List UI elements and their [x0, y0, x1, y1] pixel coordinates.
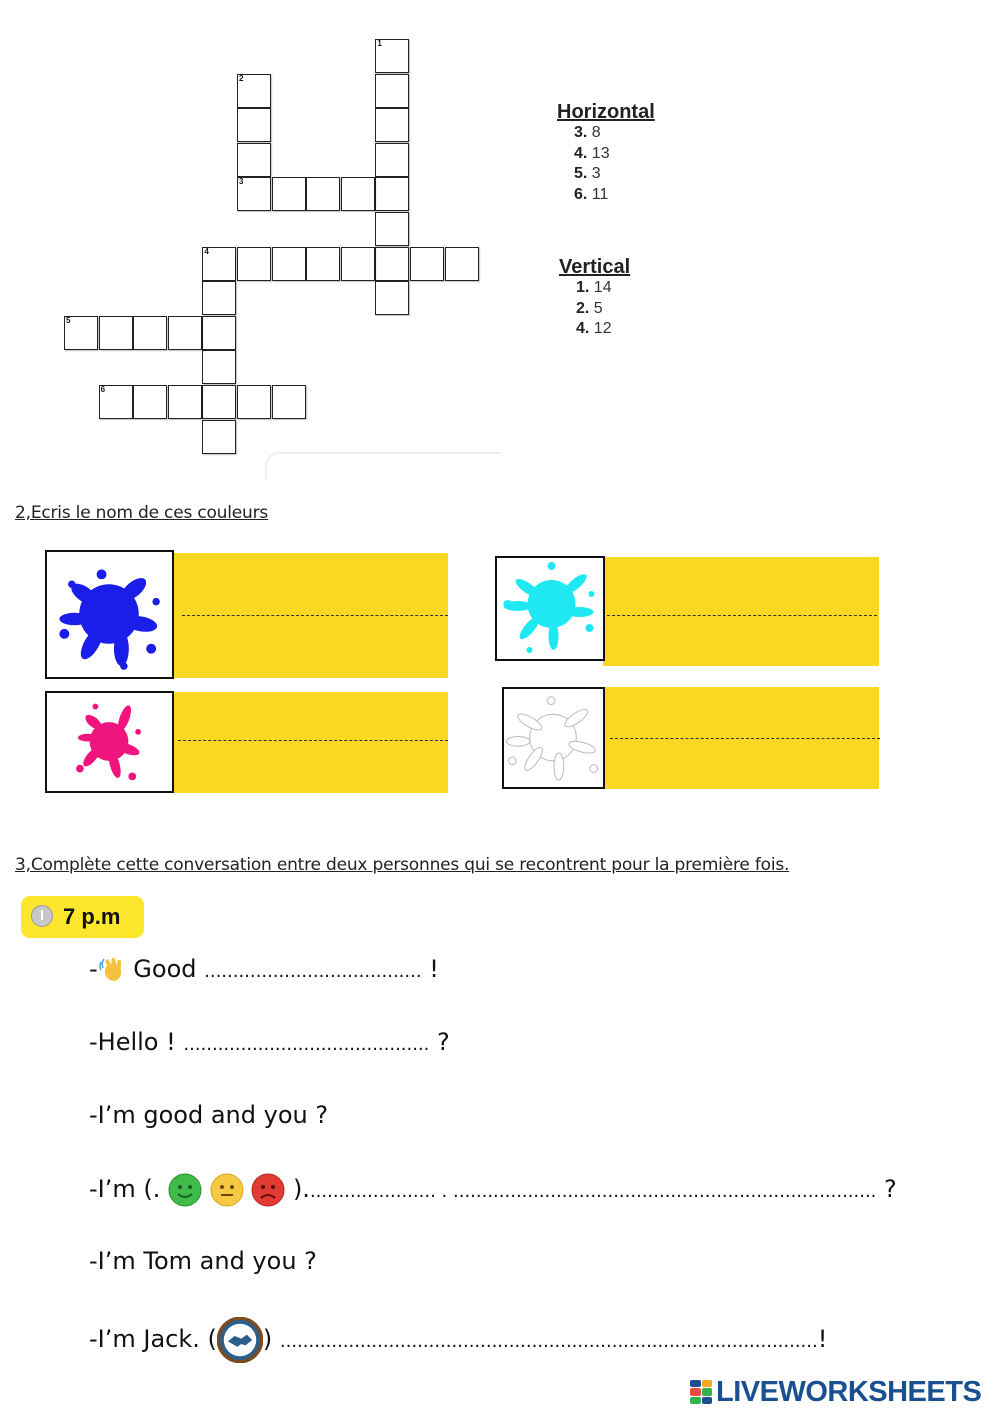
clue-num: 4.	[576, 320, 590, 337]
dialogue-line-4	[89, 1172, 897, 1206]
time-label: 7 p.m	[63, 904, 121, 929]
crossword-cell[interactable]	[272, 385, 306, 419]
answer-line-blue[interactable]	[182, 615, 448, 616]
neutral-face-icon	[210, 1173, 244, 1207]
liveworksheets-logo	[690, 1376, 981, 1408]
crossword-cell[interactable]	[375, 177, 409, 211]
crossword-cell[interactable]	[306, 177, 340, 211]
blank-greeting[interactable]: ......................................	[204, 961, 422, 982]
clue-num: 2.	[576, 299, 590, 317]
crossword-cell[interactable]	[99, 316, 133, 350]
crossword-cell[interactable]	[341, 177, 375, 211]
swatch-blue	[45, 550, 174, 679]
crossword-cell[interactable]	[168, 385, 202, 419]
cyan-splash-icon	[497, 558, 602, 658]
clock-icon	[31, 905, 53, 927]
clue-value: 13	[591, 144, 610, 162]
crossword-cell[interactable]	[202, 420, 236, 454]
good-text: Good	[125, 955, 205, 983]
section-2-title: 2,Ecris le nom de ces couleurs	[15, 503, 269, 523]
blank-question[interactable]: ...........................................	[183, 1034, 430, 1055]
crossword-cell[interactable]	[133, 385, 167, 419]
crossword-cell[interactable]	[237, 74, 271, 108]
crossword-cell[interactable]	[410, 247, 444, 281]
crossword-cell[interactable]	[168, 316, 202, 350]
crossword-cell[interactable]	[133, 316, 167, 350]
logo-blocks-icon	[690, 1380, 712, 1404]
close-paren-text: ).	[292, 1175, 310, 1203]
clue-item	[574, 123, 655, 144]
dialogue-line-1	[89, 952, 439, 986]
dialogue-line-3	[89, 1098, 328, 1132]
hello-text: -Hello !	[89, 1028, 184, 1056]
clue-value: 3	[591, 165, 601, 182]
crossword-cell[interactable]	[99, 385, 133, 419]
crossword-cell[interactable]	[237, 177, 271, 211]
clue-num: 4.	[574, 144, 588, 162]
tom-text: -I’m Tom and you ?	[89, 1247, 317, 1275]
crossword-cell[interactable]	[272, 247, 306, 281]
clue-item	[576, 278, 630, 299]
section-3-title: 3,Complète cette conversation entre deux personnes qui se recontrent pour la première fois.	[15, 855, 790, 875]
clue-num: 1.	[576, 279, 590, 296]
crossword-cell[interactable]	[237, 108, 271, 142]
vertical-title: Vertical	[559, 256, 631, 278]
crossword-cell[interactable]	[237, 143, 271, 177]
clue-item	[574, 144, 655, 165]
pink-splash-icon	[47, 693, 171, 790]
clue-num: 5.	[574, 165, 588, 182]
crossword-cell[interactable]	[202, 247, 236, 281]
horizontal-title: Horizontal	[557, 101, 655, 123]
dot-separator: .	[435, 1181, 453, 1202]
crossword-cell[interactable]	[237, 385, 271, 419]
crossword-cell[interactable]	[375, 74, 409, 108]
crossword-cell[interactable]	[237, 247, 271, 281]
clue-number: 2	[239, 73, 244, 83]
crossword-cell[interactable]	[202, 281, 236, 315]
waving-hand-icon	[98, 956, 126, 984]
clue-num: 6.	[574, 185, 588, 203]
clue-item	[574, 164, 655, 185]
close-paren-text: )	[262, 1325, 280, 1353]
blank-nice-to-meet[interactable]: ..............................................................................................	[279, 1331, 818, 1352]
dialogue-line-6	[89, 1317, 827, 1351]
crossword-cell[interactable]	[375, 39, 409, 73]
answer-line-cyan[interactable]	[607, 615, 877, 616]
crossword-cell[interactable]	[272, 177, 306, 211]
answer-line-white[interactable]	[610, 738, 880, 739]
blank-feeling[interactable]: ......................	[309, 1181, 436, 1202]
blank-name-question[interactable]: ..........................................................................	[453, 1181, 877, 1202]
clue-number: 6	[100, 385, 106, 394]
crossword-cell[interactable]	[375, 247, 409, 281]
crossword-cell[interactable]	[375, 281, 409, 315]
clue-value: 14	[593, 279, 612, 296]
answer-bar-cyan	[603, 557, 879, 666]
crossword-cell[interactable]	[341, 247, 375, 281]
answer-line-pink[interactable]	[178, 740, 448, 741]
dialogue-line-5	[89, 1244, 317, 1278]
clue-value: 11	[591, 185, 609, 203]
vertical-clues	[559, 256, 630, 340]
clue-number: 1	[377, 39, 382, 48]
crossword-cell[interactable]	[445, 247, 479, 281]
swatch-cyan	[495, 556, 605, 661]
happy-face-icon	[168, 1173, 202, 1207]
crossword-cell[interactable]	[202, 316, 236, 350]
time-badge	[21, 896, 144, 938]
crossword-cell[interactable]	[375, 108, 409, 142]
clue-number: 3	[239, 177, 244, 187]
question-mark-text: ?	[429, 1028, 450, 1056]
exclaim-text: !	[421, 955, 439, 983]
im-text: -I’m (.	[89, 1175, 161, 1203]
clue-num: 3.	[574, 124, 588, 141]
answer-bar-pink	[172, 692, 448, 793]
swatch-white	[502, 687, 605, 789]
sad-face-icon	[251, 1173, 285, 1207]
white-splash-icon	[504, 689, 602, 786]
dash-text: -	[89, 955, 98, 983]
horizontal-clues	[557, 101, 655, 205]
crossword-cell[interactable]	[306, 247, 340, 281]
question-mark-text: ?	[876, 1175, 897, 1203]
clue-item	[574, 185, 655, 206]
scan-mark	[265, 452, 502, 480]
jack-text: -I’m Jack. (	[89, 1325, 217, 1353]
exclaim-text: !	[817, 1325, 828, 1353]
clue-item	[576, 319, 630, 340]
crossword-cell[interactable]	[202, 350, 236, 384]
crossword-cell[interactable]	[375, 143, 409, 177]
clue-number: 4	[204, 246, 209, 256]
crossword-cell[interactable]	[64, 316, 98, 350]
blue-splash-icon	[47, 552, 171, 676]
clue-value: 8	[591, 124, 601, 141]
clue-number: 5	[66, 315, 71, 325]
crossword-cell[interactable]	[375, 212, 409, 246]
crossword-cell[interactable]	[202, 385, 236, 419]
logo-text: LIVEWORKSHEETS	[716, 1375, 982, 1408]
clue-item	[576, 299, 630, 320]
dialogue-line-2	[89, 1025, 450, 1059]
clue-value: 5	[593, 299, 603, 317]
clue-value: 12	[593, 320, 612, 337]
good-and-you-text: -I’m good and you ?	[89, 1101, 329, 1129]
handshake-icon	[217, 1317, 263, 1363]
swatch-pink	[45, 691, 174, 793]
